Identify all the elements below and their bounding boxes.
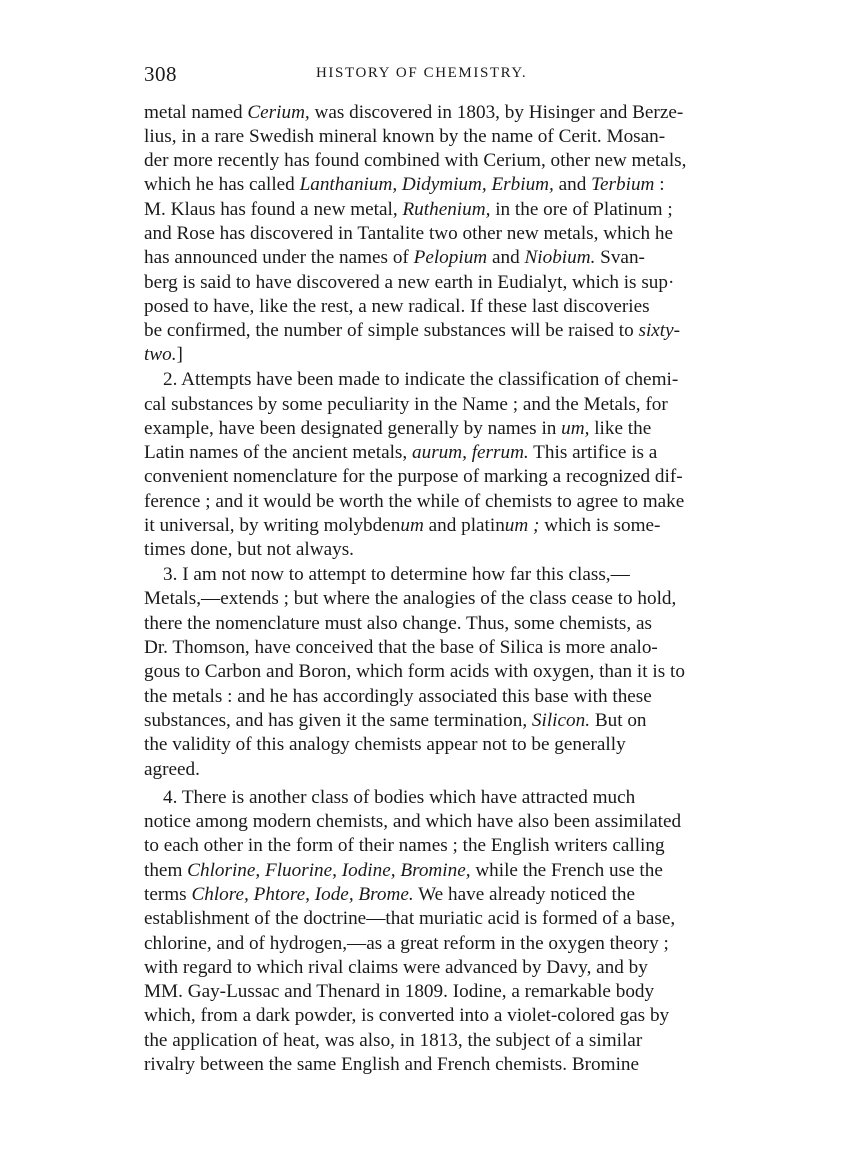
italic-term: two.	[144, 344, 177, 366]
page-number: 308	[144, 62, 177, 86]
paragraph	[144, 786, 710, 1078]
text-line: 2. Attempts have been made to indicate the classification of chemi-	[163, 369, 679, 391]
italic-term: Pelopium	[413, 247, 488, 269]
text-line: agreed.	[144, 758, 200, 780]
italic-term: sixty-	[638, 320, 681, 342]
text-line: them Chlorine, Fluorine, Iodine, Bromine, while the French use the	[144, 859, 663, 881]
text-line: 3. I am not now to attempt to determine how far this class,—	[163, 564, 630, 586]
text-line: 4. There is another class of bodies which have attracted much	[163, 786, 636, 808]
body-text	[144, 100, 710, 1077]
text-line: and Rose has discovered in Tantalite two other new metals, which he	[144, 222, 674, 244]
paragraph	[144, 368, 710, 562]
text-line: cal substances by some peculiarity in the Name ; and the Metals, for	[144, 393, 668, 415]
text-line: the application of heat, was also, in 1813, the subject of a similar	[144, 1029, 643, 1051]
text-line: ference ; and it would be worth the while of chemists to agree to make	[144, 490, 685, 512]
text-line: be confirmed, the number of simple substances will be raised to sixty-	[144, 320, 681, 342]
text-line: MM. Gay-Lussac and Thenard in 1809. Iodine, a remarkable body	[144, 981, 655, 1003]
text-line: the metals : and he has accordingly associated this base with these	[144, 685, 652, 707]
italic-term: Ruthenium,	[402, 198, 491, 220]
text-line: which, from a dark powder, is converted into a violet-colored gas by	[144, 1005, 670, 1027]
paragraph	[144, 563, 710, 782]
text-line: the validity of this analogy chemists appear not to be generally	[144, 734, 626, 756]
text-line: chlorine, and of hydrogen,—as a great reform in the oxygen theory ;	[144, 932, 669, 954]
italic-term: aurum, ferrum.	[412, 442, 529, 464]
text-line: rivalry between the same English and French chemists. Bromine	[144, 1054, 640, 1076]
italic-term: Chlore, Phtore, Iode, Brome.	[191, 884, 414, 905]
text-line: berg is said to have discovered a new earth in Eudialyt, which is sup·	[144, 271, 675, 293]
text-line: example, have been designated generally by names in um, like the	[144, 417, 652, 439]
text-line: Dr. Thomson, have conceived that the base of Silica is more analo-	[144, 637, 658, 659]
text-line: metal named Cerium, was discovered in 1803, by Hisinger and Berze-	[144, 101, 684, 123]
italic-term: Lanthanium, Didymium, Erbium,	[299, 174, 554, 196]
italic-term: um,	[561, 417, 590, 439]
text-line: times done, but not always.	[144, 539, 354, 561]
text-line: lius, in a rare Swedish mineral known by the name of Cerit. Mosan-	[144, 125, 666, 147]
text-line: der more recently has found combined with Cerium, other new metals,	[144, 150, 687, 172]
text-line: to each other in the form of their names ; the English writers calling	[144, 835, 665, 857]
text-line: substances, and has given it the same termination, Silicon. But on	[144, 709, 647, 731]
page-header	[144, 62, 710, 88]
text-line: M. Klaus has found a new metal, Ruthenium, in the ore of Platinum ;	[144, 198, 673, 220]
text-line: posed to have, like the rest, a new radical. If these last discoveries	[144, 295, 650, 317]
italic-term: Silicon.	[531, 709, 591, 731]
italic-term: um ;	[504, 515, 540, 537]
italic-term: Cerium,	[247, 101, 310, 123]
text-line: which he has called Lanthanium, Didymium, Erbium, and Terbium :	[144, 174, 665, 196]
text-line: gous to Carbon and Boron, which form acids with oxygen, than it is to	[144, 661, 685, 683]
text-line: two.]	[144, 344, 183, 366]
text-line: convenient nomenclature for the purpose of marking a recognized dif-	[144, 466, 683, 488]
text-line: it universal, by writing molybdenum and platinum ; which is some-	[144, 515, 661, 537]
text-line: establishment of the doctrine—that muriatic acid is formed of a base,	[144, 908, 676, 930]
paragraph	[144, 101, 710, 368]
running-title: HISTORY OF CHEMISTRY.	[316, 65, 528, 81]
italic-term: Niobium.	[524, 247, 596, 269]
italic-term: um	[400, 515, 424, 537]
text-line: terms Chlore, Phtore, Iode, Brome. We have already noticed the	[144, 884, 635, 905]
text-line: notice among modern chemists, and which have also been assimilated	[144, 811, 682, 833]
text-line: there the nomenclature must also change. Thus, some chemists, as	[144, 612, 652, 634]
text-line: Latin names of the ancient metals, aurum, ferrum. This artifice is a	[144, 442, 658, 464]
italic-term: Chlorine, Fluorine, Iodine, Bromine,	[187, 859, 471, 881]
text-line: Metals,—extends ; but where the analogies of the class cease to hold,	[144, 588, 677, 610]
text-line: has announced under the names of Pelopium and Niobium. Svan-	[144, 247, 645, 269]
italic-term: Terbium	[591, 174, 655, 196]
text-line: with regard to which rival claims were advanced by Davy, and by	[144, 956, 648, 978]
